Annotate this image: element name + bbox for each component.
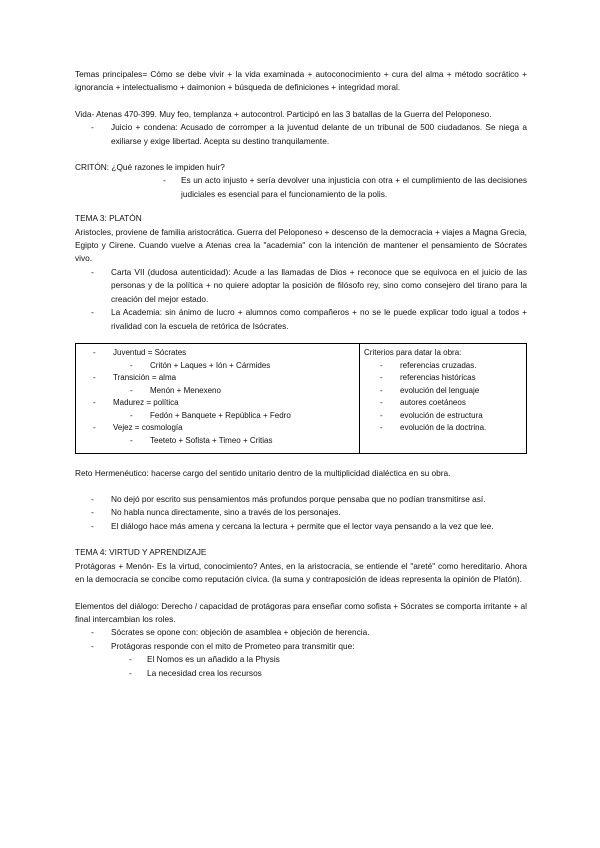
bullet-dash: - (163, 175, 166, 186)
list-item (75, 520, 527, 533)
criteria-text: autores coetáneos (400, 398, 466, 408)
criteria-item (364, 372, 526, 385)
bullet-dash: - (380, 385, 383, 395)
period-item (76, 372, 359, 385)
bullet-dash: - (93, 423, 96, 433)
juicio-condena-text: Juicio + condena: Acusado de corromper a la juventud delante de un tribunal de 500 ciudadanos. Se niega a exiliarse y exige libertad. Acepta su destino tranquilamente. (111, 122, 527, 146)
works-text: Menón + Menexeno (150, 385, 221, 395)
tema4-bullet-text: Sócrates se opone con: objeción de asamblea + objeción de herencia. (111, 627, 370, 638)
reto-bullet-text: No habla nunca directamente, sino a través de los personajes. (111, 507, 341, 518)
spacer (75, 480, 527, 493)
bullet-dash: - (129, 654, 132, 665)
criteria-title: Criterios para datar la obra: (364, 347, 462, 357)
criteria-column (360, 344, 526, 453)
document-page (75, 68, 527, 680)
bullet-dash: - (380, 410, 383, 420)
bullet-dash: - (91, 627, 94, 638)
list-item (75, 266, 527, 306)
bullet-dash: - (130, 360, 133, 370)
reto-hermeneutico-paragraph: Reto Hermenéutico: hacerse cargo del sentido unitario dentro de la multiplicidad dialéctica en su obra. (75, 467, 451, 478)
criteria-text: evolución del lenguaje (400, 385, 480, 395)
criteria-item (364, 410, 526, 423)
period-works (76, 360, 359, 373)
list-item (75, 121, 527, 148)
period-label: Madurez = política (113, 398, 179, 408)
list-item (75, 506, 527, 519)
criteria-item (364, 422, 526, 435)
period-label: Transición = alma (113, 373, 177, 383)
works-text: Teeteto + Sofista + Timeo + Critias (150, 436, 273, 446)
tema4-subbullet-text: La necesidad crea los recursos (147, 667, 262, 678)
tema4-bullet-text: Protágoras responde con el mito de Prometeo para transmitir que: (111, 640, 355, 651)
criteria-item (364, 385, 526, 398)
bullet-dash: - (380, 398, 383, 408)
list-item (75, 653, 527, 666)
tema3-heading: TEMA 3: PLATÓN (75, 213, 142, 224)
tema4-subbullet-text: El Nomos es un añadido a la Physis (147, 654, 280, 665)
bullet-dash: - (380, 423, 383, 433)
period-works (76, 410, 359, 423)
bullet-dash: - (91, 307, 94, 318)
works-text: Critón + Laques + Ión + Cármides (150, 360, 271, 370)
tema3-intro: Aristocles, proviene de familia aristocrática. Guerra del Peloponeso + descenso de la democracia + viajes a Magna Grecia, Egipto y Cirene. Cuando vuelve a Atenas crea la "academia" con la intención de mantener el pensamiento de Sócrates vivo. (75, 226, 527, 264)
reto-bullet-text: El diálogo hace más amena y cercana la lectura + permite que el lector vaya pensando a la vez que lee. (111, 520, 494, 531)
criteria-text: referencias históricas (400, 373, 476, 383)
periods-column (76, 344, 360, 453)
academia-text: La Academia: sin ánimo de lucro + alumnos como compañeros + no se le puede explicar todo igual a todos + rivalidad con la escuela de retórica de Isócrates. (111, 307, 527, 331)
bullet-dash: - (91, 520, 94, 531)
period-item (76, 347, 359, 360)
bullet-dash: - (93, 373, 96, 383)
bullet-dash: - (91, 494, 94, 505)
temas-principales-paragraph: Temas principales= Cómo se debe vivir + la vida examinada + autoconocimiento + cura del alma + método socrático + ignorancia + intelectualismo + daimonion + búsqueda de definiciones + integridad moral. (75, 69, 527, 93)
periods-table (75, 343, 527, 454)
criton-question: CRITÓN: ¿Qué razones le impiden huir? (75, 162, 225, 173)
criteria-item (364, 360, 526, 373)
criton-answer: Es un acto injusto + sería devolver una injusticia con otra + el cumplimiento de las decisiones judiciales es esencial para el funcionamiento de la polis. (181, 175, 527, 199)
bullet-dash: - (93, 398, 96, 408)
period-item (76, 422, 359, 435)
tema4-heading: TEMA 4: VIRTUD Y APRENDIZAJE (75, 547, 207, 558)
list-item (75, 174, 527, 201)
works-text: Fedón + Banquete + República + Fedro (150, 410, 291, 420)
criteria-text: evolución de estructura (400, 410, 483, 420)
reto-bullet-text: No dejó por escrito sus pensamientos más profundos porque pensaba que no podían transmitirse así. (111, 494, 486, 505)
period-item (76, 397, 359, 410)
vida-paragraph: Vida- Atenas 470-399. Muy feo, templanza + autocontrol. Participó en las 3 batallas de la Guerra del Peloponeso. (75, 108, 492, 119)
bullet-dash: - (130, 436, 133, 446)
bullet-dash: - (130, 385, 133, 395)
tema4-intro: Protágoras + Menón- Es la virtud, conocimiento? Antes, en la aristocracia, se entiende el "areté" como hereditario. Ahora en la democracia se concibe como reputación cívica. (la suma y contraposición de ideas representa la opinión de Platón). (75, 560, 527, 585)
bullet-dash: - (130, 410, 133, 420)
list-item (75, 626, 527, 639)
carta-vii-text: Carta VII (dudosa autenticidad): Acude a las llamadas de Dios + reconoce que se equivoca en el juicio de las personas y de la política + no quiere adoptar la posición de filósofo rey, sino como consejero del tirano para la creación del mejor estado. (111, 266, 527, 304)
period-label: Juventud = Sócrates (113, 347, 187, 357)
criteria-text: referencias cruzadas. (400, 360, 477, 370)
period-label: Vejez = cosmología (113, 423, 183, 433)
bullet-dash: - (91, 266, 94, 277)
list-item (75, 306, 527, 333)
list-item (75, 667, 527, 680)
period-works (76, 385, 359, 398)
list-item (75, 640, 527, 653)
bullet-dash: - (91, 640, 94, 651)
bullet-dash: - (91, 122, 94, 133)
criteria-text: evolución de la doctrina. (400, 423, 487, 433)
bullet-dash: - (91, 507, 94, 518)
bullet-dash: - (93, 347, 96, 357)
elementos-paragraph: Elementos del diálogo: Derecho / capacidad de protágoras para enseñar como sofista + Sócrates se comporta irritante + al final intercambian los roles. (75, 600, 527, 624)
bullet-dash: - (129, 667, 132, 678)
bullet-dash: - (380, 373, 383, 383)
criteria-item (364, 397, 526, 410)
period-works (76, 435, 359, 448)
bullet-dash: - (380, 360, 383, 370)
list-item (75, 493, 527, 506)
